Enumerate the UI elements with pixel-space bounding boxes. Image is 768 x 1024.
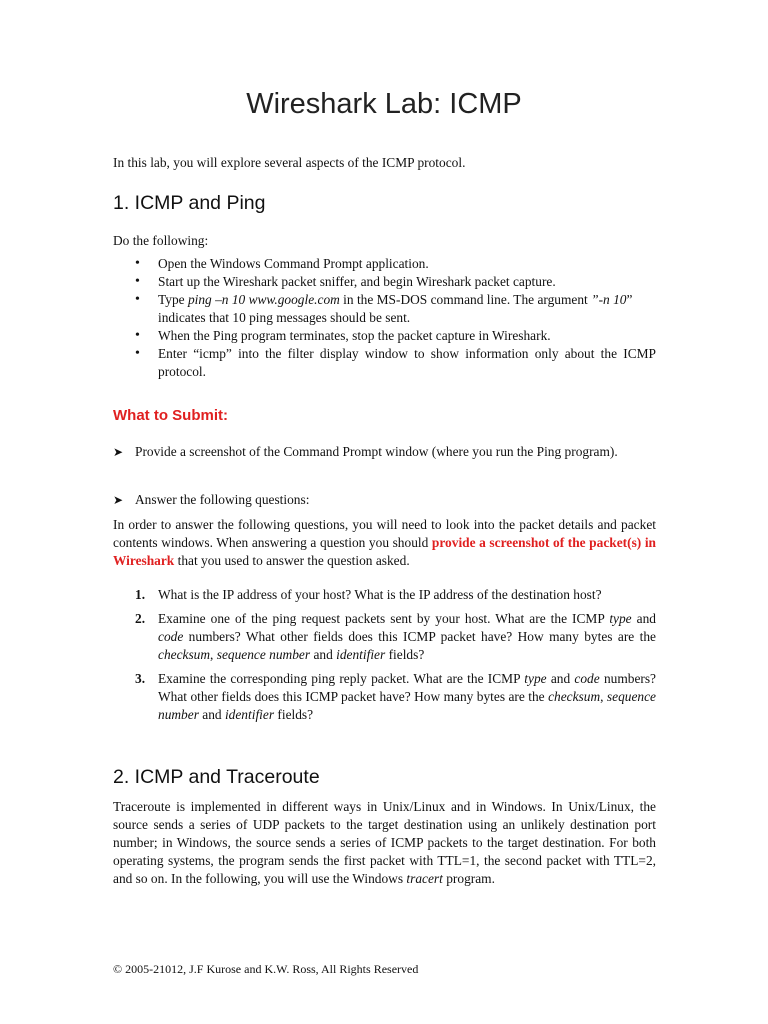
submit-item-text: Answer the following questions: — [135, 492, 310, 507]
question-item — [113, 670, 656, 724]
question-text: and — [546, 671, 575, 686]
bullet-text: Type — [158, 292, 188, 307]
what-to-submit-heading: What to Submit: — [113, 407, 228, 424]
submit-item-questions — [113, 491, 656, 509]
tracert-term: tracert — [406, 871, 443, 886]
question-text: numbers? What other fields does this ICMP packet have? How many bytes are the — [183, 629, 656, 644]
bullet-item: • Enter “icmp” into the filter display window to show information only about the ICMP protocol. — [113, 345, 656, 381]
section-1-heading: 1. ICMP and Ping — [113, 192, 266, 214]
section-1-bullet-list — [113, 255, 656, 381]
ping-command: ping –n 10 www.google.com — [187, 292, 340, 307]
question-text: and — [631, 611, 656, 626]
question-term: type — [609, 611, 632, 626]
paragraph-text: In order to answer the following questions, you will need to look into the packet details and packet contents windows. When answering a question you should — [113, 517, 656, 550]
submit-item-text: Provide a screenshot of the Command Prompt window (where you run the Ping program). — [135, 444, 618, 459]
question-term: code — [574, 671, 600, 686]
question-number: 3. — [135, 671, 146, 686]
question-text: What is the IP address of your host? What is the IP address of the destination host? — [158, 587, 602, 602]
submit-instructions-paragraph — [113, 516, 656, 570]
ping-argument: ”-n 10 — [591, 292, 627, 307]
question-text: Examine one of the ping request packets sent by your host. What are the ICMP — [158, 611, 610, 626]
screenshot-emphasis: provide a screenshot of the packet(s) in Wireshark — [113, 535, 657, 568]
question-item — [113, 586, 656, 604]
question-text: , — [600, 689, 607, 704]
bullet-text: ” indicates that 10 ping messages should be sent. — [158, 292, 633, 325]
arrow-bullet-icon: ➤ — [113, 445, 124, 459]
document-title: Wireshark Lab: ICMP — [246, 88, 522, 120]
question-term: sequence number — [158, 689, 656, 722]
question-term: checksum — [548, 689, 601, 704]
question-term: checksum — [158, 647, 211, 662]
question-term: sequence number — [216, 647, 311, 662]
question-text: and — [198, 707, 225, 722]
copyright-footer: © 2005-21012, J.F Kurose and K.W. Ross, All Rights Reserved — [113, 962, 419, 976]
intro-paragraph: In this lab, you will explore several aspects of the ICMP protocol. — [113, 155, 466, 170]
bullet-item: • Open the Windows Command Prompt application. — [113, 255, 656, 273]
question-item — [113, 610, 656, 664]
question-term: identifier — [336, 647, 386, 662]
question-text: and — [310, 647, 337, 662]
question-text: numbers? What other fields does this ICMP packet have? How many bytes are the — [158, 671, 657, 704]
traceroute-paragraph — [113, 798, 656, 888]
question-term: type — [524, 671, 547, 686]
section-1-lead: Do the following: — [113, 233, 209, 248]
paragraph-text: Traceroute is implemented in different ways in Unix/Linux and in Windows. In Unix/Linux, the source sends a series of UDP packets to the target destination using an unlikely destination port number; in Windows, the source sends a series of ICMP packets to the target destination. For both operating systems, the program sends the first packet with TTL=1, the second packet with TTL=2, and so on. In the following, you will use the Windows — [113, 799, 656, 886]
question-number: 1. — [135, 587, 146, 602]
questions-list — [113, 586, 656, 730]
question-term: code — [158, 629, 184, 644]
question-text: Examine the corresponding ping reply packet. What are the ICMP — [158, 671, 525, 686]
section-2-heading: 2. ICMP and Traceroute — [113, 766, 320, 788]
bullet-item: • Start up the Wireshark packet sniffer, and begin Wireshark packet capture. — [113, 273, 656, 291]
paragraph-text: program. — [442, 871, 495, 886]
question-text: fields? — [385, 647, 425, 662]
bullet-text: in the MS-DOS command line. The argument — [339, 292, 592, 307]
bullet-item — [113, 291, 656, 327]
question-text: fields? — [274, 707, 314, 722]
submit-item-screenshot — [113, 443, 656, 461]
question-number: 2. — [135, 611, 146, 626]
arrow-bullet-icon: ➤ — [113, 493, 124, 507]
bullet-item: • When the Ping program terminates, stop the packet capture in Wireshark. — [113, 327, 656, 345]
question-term: identifier — [224, 707, 275, 722]
question-text: , — [210, 647, 217, 662]
paragraph-text: that you used to answer the question asked. — [174, 553, 410, 568]
